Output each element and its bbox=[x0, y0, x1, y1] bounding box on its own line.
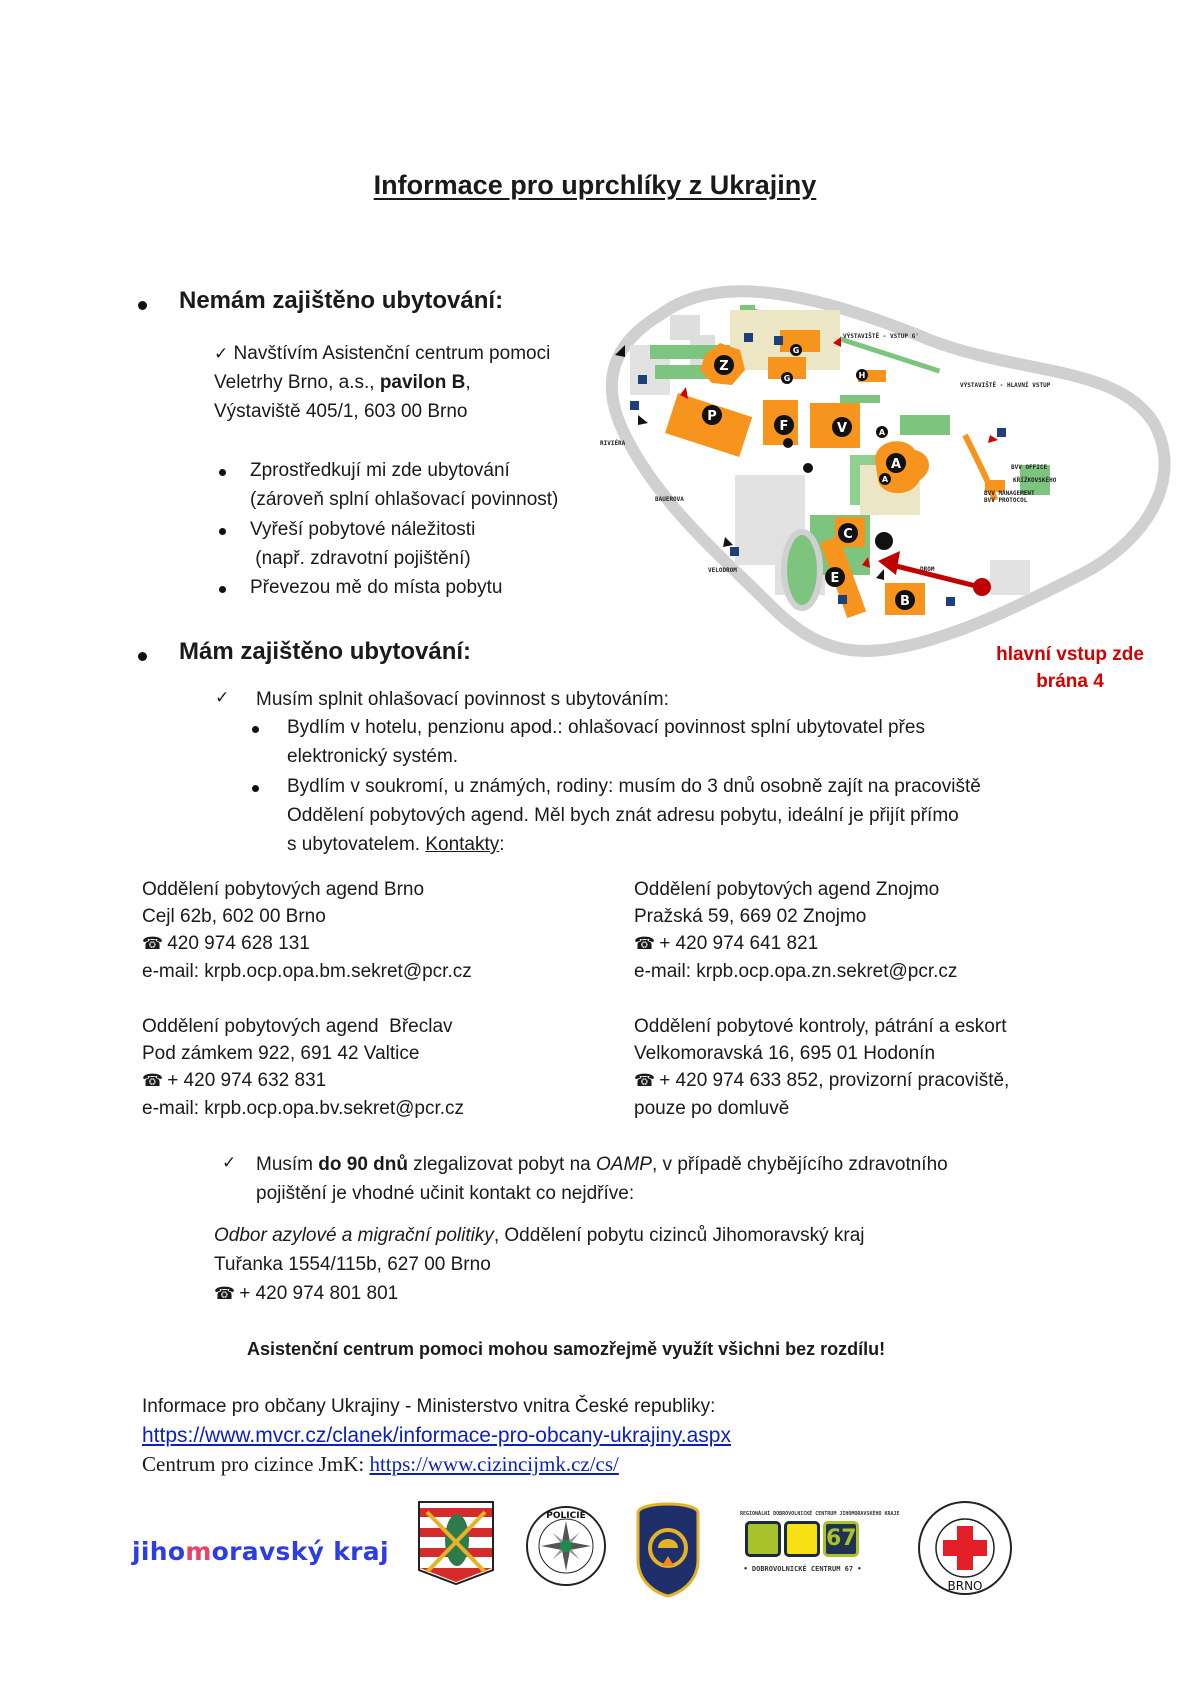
svg-text:H: H bbox=[858, 371, 866, 380]
contact-breclav: Oddělení pobytových agend Břeclav Pod zámkem 922, 691 42 Valtice ☎ + 420 974 632 831 e-mail: krpb.ocp.opa.bv.sekret@pcr.cz bbox=[142, 1013, 464, 1122]
legalize-line2: pojištění je vhodné učinit kontakt co nejdříve: bbox=[256, 1183, 635, 1204]
svg-text:A: A bbox=[881, 475, 889, 484]
heading-has-accommodation: Mám zajištěno ubytování: bbox=[179, 638, 472, 665]
svg-text:A: A bbox=[890, 457, 902, 472]
legalize-line1: Musím do 90 dnů zlegalizovat pobyt na OAMP, v případě chybějícího zdravotního bbox=[256, 1154, 948, 1175]
check-icon: ✓ bbox=[214, 344, 229, 364]
phone-icon: ☎ bbox=[142, 1071, 164, 1091]
jmk-line: Centrum pro cizince JmK: https://www.cizincijmk.cz/cs/ bbox=[142, 1452, 619, 1476]
svg-text:F: F bbox=[779, 419, 789, 434]
email-text[interactable]: e-mail: krpb.ocp.opa.bm.sekret@pcr.cz bbox=[142, 961, 472, 982]
svg-text:G: G bbox=[783, 374, 791, 383]
svg-text:B: B bbox=[900, 594, 910, 609]
bullet-icon bbox=[219, 528, 226, 535]
bullet-icon bbox=[219, 586, 226, 593]
logo-coat-of-arms bbox=[417, 1500, 495, 1586]
oamp-address: Tuřanka 1554/115b, 627 00 Brno bbox=[214, 1254, 491, 1275]
mv-link[interactable]: https://www.mvcr.cz/clanek/informace-pro-obcany-ukrajiny.aspx bbox=[142, 1424, 731, 1447]
bullet-icon bbox=[138, 652, 147, 661]
list-item: Zprostředkují mi zde ubytování bbox=[250, 460, 510, 481]
svg-text:BVV PROTOCOL: BVV PROTOCOL bbox=[984, 497, 1028, 504]
logo-policie bbox=[525, 1505, 607, 1587]
contacts-link[interactable]: Kontakty bbox=[425, 834, 500, 855]
svg-text:KŘÍŽKOVSKÉHO: KŘÍŽKOVSKÉHO bbox=[1013, 477, 1057, 484]
check-icon: ✓ bbox=[222, 1153, 237, 1173]
visit-line1: ✓ Navštívím Asistenční centrum pomoci bbox=[214, 343, 551, 364]
bullet-icon bbox=[138, 301, 147, 310]
notice-text: Asistenční centrum pomoci mohou samozřejmě využít všichni bez rozdílu! bbox=[247, 1339, 886, 1359]
svg-text:BVV OFFICE: BVV OFFICE bbox=[1011, 464, 1048, 471]
bullet-icon bbox=[252, 785, 259, 792]
email-text[interactable]: e-mail: krpb.ocp.opa.bv.sekret@pcr.cz bbox=[142, 1098, 465, 1119]
heading-no-accommodation: Nemám zajištěno ubytování: bbox=[179, 287, 504, 314]
visit-line2: Veletrhy Brno, a.s., pavilon B, bbox=[214, 372, 471, 393]
svg-text:VÝSTAVIŠTĚ - HLAVNÍ VSTUP: VÝSTAVIŠTĚ - HLAVNÍ VSTUP bbox=[960, 382, 1051, 389]
list-item: (zároveň splní ohlašovací povinnost) bbox=[250, 489, 559, 510]
phone-icon: ☎ bbox=[214, 1284, 236, 1304]
svg-text:BRNO: BRNO bbox=[947, 1579, 983, 1593]
svg-text:BAUEROVA: BAUEROVA bbox=[655, 496, 684, 503]
phone-icon: ☎ bbox=[634, 1071, 656, 1091]
svg-text:RIVIÉRA: RIVIÉRA bbox=[600, 440, 626, 447]
svg-text:Z: Z bbox=[719, 359, 729, 374]
exhibition-map bbox=[600, 275, 1180, 695]
bullet-icon bbox=[252, 726, 259, 733]
check-item: Musím splnit ohlašovací povinnost s ubytováním: bbox=[256, 689, 669, 710]
svg-text:VÝSTAVIŠTĚ - VSTUP G': VÝSTAVIŠTĚ - VSTUP G' bbox=[843, 333, 919, 340]
list-item: (např. zdravotní pojištění) bbox=[250, 548, 471, 569]
logo-jihomoravsky-kraj: jihomoravský kraj bbox=[132, 1537, 389, 1566]
svg-text:E: E bbox=[830, 571, 840, 586]
svg-text:BVV MANAGEMENT: BVV MANAGEMENT bbox=[984, 490, 1035, 497]
oamp-phone: ☎ + 420 974 801 801 bbox=[214, 1283, 399, 1304]
svg-text:P: P bbox=[707, 409, 717, 424]
logo-dobrovolnicke-centrum-67: REGIONÁLNÍ DOBROVOLNICKÉ CENTRUM JIHOMORAVSKÉHO KRAJE 67 • DOBROVOLNICKÉ CENTRUM 67 • bbox=[740, 1511, 900, 1573]
list-item: Vyřeší pobytové náležitosti bbox=[250, 519, 476, 540]
list-item: Oddělení pobytových agend. Měl bych znát adresu pobytu, ideální je přijít přímo bbox=[287, 805, 959, 826]
svg-text:C: C bbox=[843, 527, 853, 542]
contact-znojmo: Oddělení pobytových agend Znojmo Pražská 59, 669 02 Znojmo ☎ + 420 974 641 821 e-mail: krpb.ocp.opa.zn.sekret@pcr.cz bbox=[634, 876, 957, 985]
page-title: Informace pro uprchlíky z Ukrajiny bbox=[373, 170, 817, 200]
mv-label: Informace pro občany Ukrajiny - Ministerstvo vnitra České republiky: bbox=[142, 1396, 716, 1417]
phone-icon: ☎ bbox=[142, 934, 164, 954]
main-entrance-annotation: hlavní vstup zde brána 4 bbox=[996, 644, 1144, 692]
list-item: s ubytovatelem. Kontakty: bbox=[287, 834, 505, 855]
logo-hasici bbox=[633, 1498, 703, 1598]
contact-hodonin: Oddělení pobytové kontroly, pátrání a eskort Velkomoravská 16, 695 01 Hodonín ☎ + 420 974 633 852, provizorní pracoviště, pouze po domluvě bbox=[634, 1016, 1010, 1119]
list-item: Převezou mě do místa pobytu bbox=[250, 577, 503, 598]
svg-text:V: V bbox=[836, 421, 848, 436]
svg-text:POLICIE: POLICIE bbox=[546, 1511, 586, 1521]
svg-text:VELODROM: VELODROM bbox=[708, 567, 737, 574]
svg-text:DROM: DROM bbox=[920, 566, 935, 573]
jmk-link[interactable]: https://www.cizincijmk.cz/cs/ bbox=[369, 1452, 619, 1476]
list-item: Bydlím v hotelu, penzionu apod.: ohlašovací povinnost splní ubytovatel přes bbox=[287, 717, 925, 738]
logo-cesky-cerveny-kriz bbox=[915, 1500, 1015, 1596]
email-text[interactable]: e-mail: krpb.ocp.opa.zn.sekret@pcr.cz bbox=[634, 961, 958, 982]
list-item: Bydlím v soukromí, u známých, rodiny: musím do 3 dnů osobně zajít na pracoviště bbox=[287, 776, 981, 797]
bullet-icon bbox=[219, 469, 226, 476]
oamp-office: Odbor azylové a migrační politiky, Oddělení pobytu cizinců Jihomoravský kraj bbox=[214, 1225, 865, 1246]
visit-line3: Výstaviště 405/1, 603 00 Brno bbox=[214, 401, 468, 422]
check-icon: ✓ bbox=[215, 688, 230, 708]
list-item: elektronický systém. bbox=[287, 746, 459, 767]
svg-text:G: G bbox=[792, 346, 800, 355]
phone-icon: ☎ bbox=[634, 934, 656, 954]
svg-text:A: A bbox=[878, 428, 886, 437]
contact-brno: Oddělení pobytových agend Brno Cejl 62b, 602 00 Brno ☎ 420 974 628 131 e-mail: krpb.ocp.opa.bm.sekret@pcr.cz bbox=[142, 876, 472, 985]
